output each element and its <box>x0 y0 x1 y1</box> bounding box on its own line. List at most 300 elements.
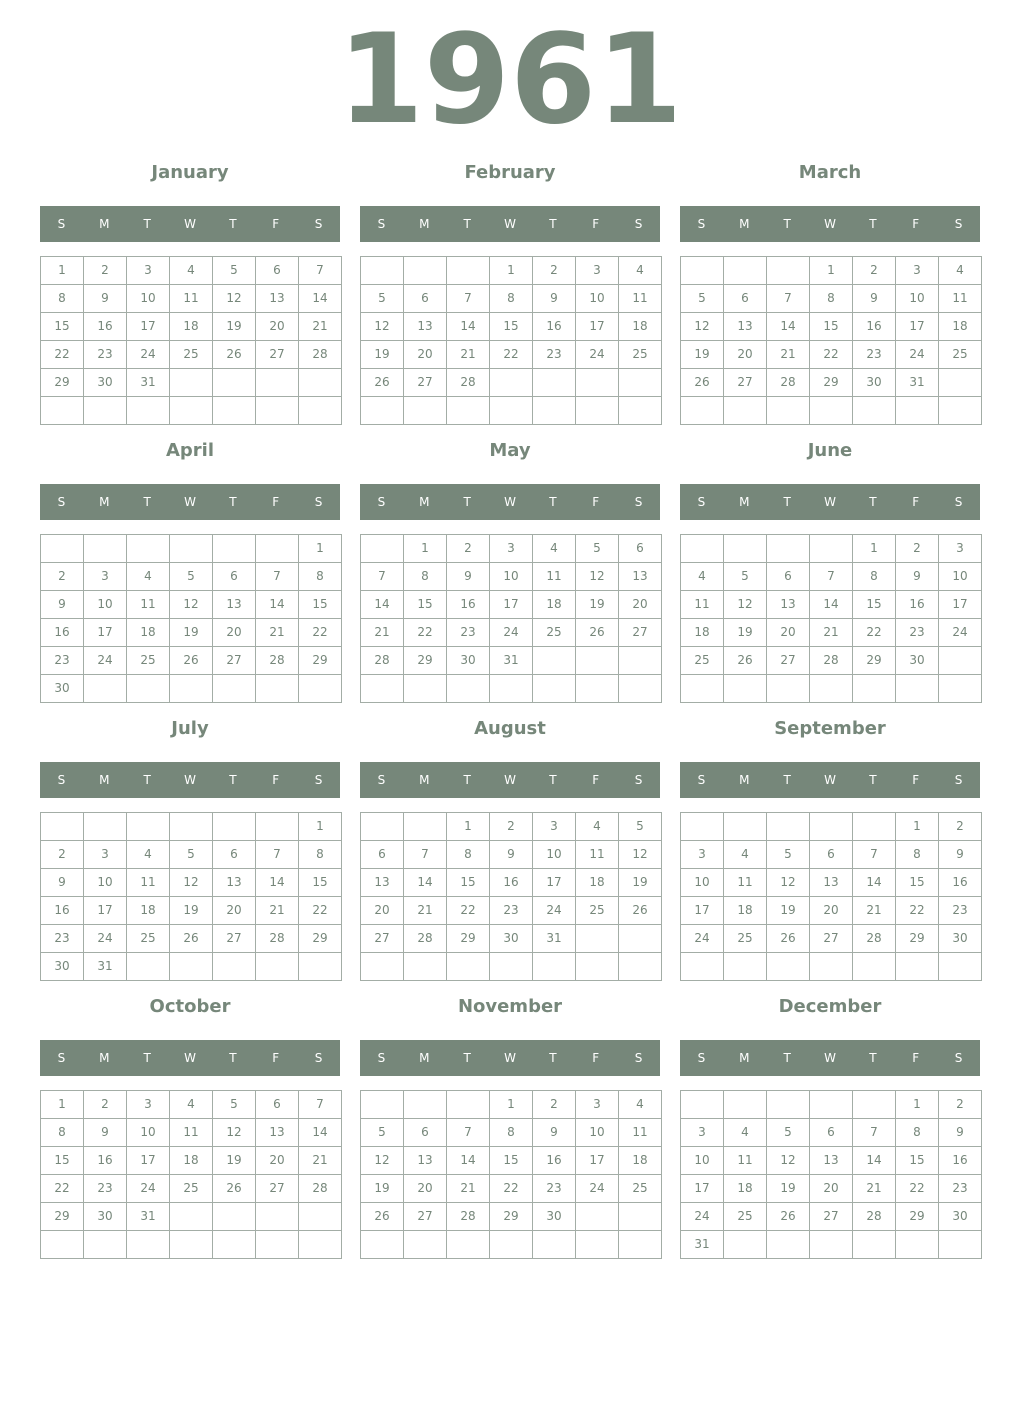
day-cell: 6 <box>213 563 256 591</box>
weekday-label: S <box>634 217 643 231</box>
weekday-label: S <box>57 217 66 231</box>
day-cell: 1 <box>490 1091 533 1119</box>
day-cell: 1 <box>299 813 342 841</box>
day-cell: 26 <box>767 925 810 953</box>
weekday-label: M <box>99 1051 110 1065</box>
empty-day-cell <box>490 953 533 981</box>
weekday-label: T <box>549 495 557 509</box>
day-cell: 10 <box>576 1119 619 1147</box>
weekday-label: T <box>869 495 877 509</box>
weekday-label: S <box>954 773 963 787</box>
day-cell: 27 <box>767 647 810 675</box>
day-cell: 21 <box>361 619 404 647</box>
weekday-header <box>360 484 660 520</box>
day-cell: 5 <box>170 841 213 869</box>
day-cell: 27 <box>256 341 299 369</box>
weekday-label: T <box>869 1051 877 1065</box>
day-cell: 17 <box>84 619 127 647</box>
day-cell: 13 <box>810 869 853 897</box>
weekday-label: S <box>314 1051 323 1065</box>
day-cell: 19 <box>170 619 213 647</box>
empty-day-cell <box>853 675 896 703</box>
day-cell: 30 <box>939 1203 982 1231</box>
empty-day-cell <box>213 1203 256 1231</box>
day-cell: 26 <box>170 925 213 953</box>
day-cell: 9 <box>447 563 490 591</box>
month-title: January <box>151 162 229 183</box>
day-cell: 23 <box>84 341 127 369</box>
empty-day-cell <box>213 953 256 981</box>
day-cell: 9 <box>533 1119 576 1147</box>
day-cell: 9 <box>490 841 533 869</box>
day-cell: 2 <box>41 563 84 591</box>
month-title: September <box>774 718 886 739</box>
day-cell: 2 <box>896 535 939 563</box>
empty-day-cell <box>299 1231 342 1259</box>
day-cell: 27 <box>404 369 447 397</box>
day-cell: 23 <box>533 1175 576 1203</box>
day-cell: 2 <box>939 1091 982 1119</box>
day-cell: 13 <box>724 313 767 341</box>
weekday-label: S <box>634 495 643 509</box>
day-cell: 10 <box>127 1119 170 1147</box>
empty-day-cell <box>447 257 490 285</box>
empty-day-cell <box>619 925 662 953</box>
day-cell: 5 <box>361 1119 404 1147</box>
day-cell: 18 <box>724 897 767 925</box>
empty-day-cell <box>619 1231 662 1259</box>
weekday-label: M <box>739 1051 750 1065</box>
day-cell: 3 <box>533 813 576 841</box>
day-cell: 22 <box>404 619 447 647</box>
day-cell: 16 <box>490 869 533 897</box>
empty-day-cell <box>84 813 127 841</box>
day-cell: 14 <box>299 285 342 313</box>
weekday-label: S <box>954 1051 963 1065</box>
empty-day-cell <box>681 535 724 563</box>
weekday-label: S <box>377 495 386 509</box>
day-cell: 2 <box>490 813 533 841</box>
day-cell: 7 <box>810 563 853 591</box>
day-cell: 24 <box>84 925 127 953</box>
day-grid <box>360 1090 662 1259</box>
day-cell: 8 <box>447 841 490 869</box>
day-cell: 13 <box>213 591 256 619</box>
day-cell: 30 <box>447 647 490 675</box>
day-cell: 11 <box>619 285 662 313</box>
weekday-label: M <box>419 495 430 509</box>
empty-day-cell <box>404 1091 447 1119</box>
day-cell: 30 <box>41 675 84 703</box>
day-cell: 2 <box>853 257 896 285</box>
day-cell: 14 <box>810 591 853 619</box>
day-cell: 2 <box>533 1091 576 1119</box>
empty-day-cell <box>447 1231 490 1259</box>
day-cell: 19 <box>361 341 404 369</box>
day-cell: 22 <box>896 1175 939 1203</box>
day-cell: 12 <box>170 869 213 897</box>
day-cell: 5 <box>361 285 404 313</box>
day-cell: 14 <box>447 313 490 341</box>
day-cell: 6 <box>256 257 299 285</box>
day-cell: 14 <box>361 591 404 619</box>
day-cell: 28 <box>447 1203 490 1231</box>
weekday-label: T <box>229 1051 237 1065</box>
day-cell: 27 <box>810 925 853 953</box>
weekday-label: S <box>314 495 323 509</box>
day-cell: 18 <box>170 313 213 341</box>
day-cell: 25 <box>170 341 213 369</box>
day-cell: 1 <box>896 1091 939 1119</box>
empty-day-cell <box>127 397 170 425</box>
day-cell: 12 <box>767 869 810 897</box>
weekday-label: F <box>912 1051 920 1065</box>
day-cell: 30 <box>939 925 982 953</box>
empty-day-cell <box>767 1231 810 1259</box>
day-cell: 14 <box>256 591 299 619</box>
day-cell: 23 <box>896 619 939 647</box>
day-cell: 19 <box>767 897 810 925</box>
day-cell: 26 <box>361 1203 404 1231</box>
empty-day-cell <box>490 1231 533 1259</box>
month-title: March <box>798 162 862 183</box>
weekday-label: T <box>463 1051 471 1065</box>
day-cell: 21 <box>299 313 342 341</box>
day-cell: 16 <box>853 313 896 341</box>
empty-day-cell <box>681 397 724 425</box>
day-cell: 9 <box>939 841 982 869</box>
day-cell: 4 <box>127 563 170 591</box>
day-cell: 12 <box>361 1147 404 1175</box>
weekday-label: M <box>419 217 430 231</box>
day-grid <box>680 256 982 425</box>
empty-day-cell <box>170 1231 213 1259</box>
day-cell: 3 <box>490 535 533 563</box>
day-cell: 30 <box>84 369 127 397</box>
empty-day-cell <box>896 953 939 981</box>
day-cell: 2 <box>533 257 576 285</box>
day-cell: 28 <box>299 341 342 369</box>
empty-day-cell <box>447 675 490 703</box>
day-cell: 4 <box>619 1091 662 1119</box>
day-cell: 25 <box>724 925 767 953</box>
day-cell: 8 <box>41 1119 84 1147</box>
day-cell: 16 <box>447 591 490 619</box>
day-cell: 6 <box>810 1119 853 1147</box>
day-cell: 26 <box>724 647 767 675</box>
day-cell: 19 <box>576 591 619 619</box>
day-cell: 5 <box>767 1119 810 1147</box>
day-cell: 7 <box>853 1119 896 1147</box>
day-cell: 31 <box>490 647 533 675</box>
day-cell: 7 <box>299 257 342 285</box>
day-cell: 7 <box>299 1091 342 1119</box>
day-cell: 7 <box>853 841 896 869</box>
day-cell: 15 <box>490 313 533 341</box>
day-cell: 15 <box>41 313 84 341</box>
empty-day-cell <box>490 369 533 397</box>
month-title: December <box>778 996 882 1017</box>
day-cell: 11 <box>127 591 170 619</box>
empty-day-cell <box>299 369 342 397</box>
empty-day-cell <box>533 675 576 703</box>
day-cell: 24 <box>681 1203 724 1231</box>
day-cell: 24 <box>576 341 619 369</box>
empty-day-cell <box>213 813 256 841</box>
day-cell: 5 <box>213 257 256 285</box>
day-cell: 10 <box>84 591 127 619</box>
empty-day-cell <box>767 535 810 563</box>
weekday-label: T <box>229 495 237 509</box>
day-cell: 20 <box>619 591 662 619</box>
day-grid <box>360 256 662 425</box>
weekday-label: M <box>739 495 750 509</box>
day-cell: 9 <box>84 285 127 313</box>
day-cell: 15 <box>299 869 342 897</box>
day-cell: 11 <box>533 563 576 591</box>
empty-day-cell <box>724 535 767 563</box>
empty-day-cell <box>84 675 127 703</box>
day-cell: 13 <box>213 869 256 897</box>
empty-day-cell <box>361 1231 404 1259</box>
weekday-label: T <box>783 1051 791 1065</box>
day-cell: 26 <box>213 341 256 369</box>
empty-day-cell <box>213 535 256 563</box>
weekday-label: F <box>912 495 920 509</box>
day-cell: 27 <box>213 647 256 675</box>
day-cell: 21 <box>404 897 447 925</box>
weekday-label: T <box>229 773 237 787</box>
empty-day-cell <box>299 953 342 981</box>
day-cell: 11 <box>127 869 170 897</box>
weekday-label: F <box>912 773 920 787</box>
day-grid <box>360 534 662 703</box>
day-cell: 8 <box>299 841 342 869</box>
day-cell: 8 <box>404 563 447 591</box>
day-cell: 12 <box>170 591 213 619</box>
empty-day-cell <box>299 397 342 425</box>
day-cell: 14 <box>299 1119 342 1147</box>
day-cell: 6 <box>404 1119 447 1147</box>
day-cell: 22 <box>299 897 342 925</box>
day-cell: 8 <box>299 563 342 591</box>
day-cell: 10 <box>127 285 170 313</box>
day-cell: 17 <box>896 313 939 341</box>
day-cell: 22 <box>490 341 533 369</box>
day-cell: 24 <box>84 647 127 675</box>
weekday-label: F <box>592 217 600 231</box>
day-cell: 17 <box>127 313 170 341</box>
day-cell: 18 <box>533 591 576 619</box>
day-cell: 17 <box>84 897 127 925</box>
day-cell: 20 <box>213 619 256 647</box>
empty-day-cell <box>724 675 767 703</box>
day-cell: 24 <box>127 341 170 369</box>
day-cell: 17 <box>490 591 533 619</box>
empty-day-cell <box>490 397 533 425</box>
weekday-header <box>680 206 980 242</box>
day-cell: 1 <box>299 535 342 563</box>
day-cell: 10 <box>576 285 619 313</box>
day-cell: 14 <box>404 869 447 897</box>
day-cell: 14 <box>853 1147 896 1175</box>
day-grid <box>680 1090 982 1259</box>
day-cell: 16 <box>533 1147 576 1175</box>
day-cell: 10 <box>939 563 982 591</box>
day-cell: 3 <box>576 1091 619 1119</box>
day-cell: 31 <box>681 1231 724 1259</box>
weekday-header <box>40 1040 340 1076</box>
day-cell: 15 <box>299 591 342 619</box>
day-cell: 26 <box>767 1203 810 1231</box>
day-cell: 28 <box>810 647 853 675</box>
weekday-header <box>40 762 340 798</box>
empty-day-cell <box>767 1091 810 1119</box>
month-title: May <box>489 440 531 461</box>
empty-day-cell <box>361 535 404 563</box>
day-cell: 12 <box>767 1147 810 1175</box>
empty-day-cell <box>256 1231 299 1259</box>
day-cell: 29 <box>490 1203 533 1231</box>
day-cell: 17 <box>939 591 982 619</box>
empty-day-cell <box>810 813 853 841</box>
day-cell: 3 <box>84 563 127 591</box>
weekday-label: S <box>314 773 323 787</box>
empty-day-cell <box>533 647 576 675</box>
day-cell: 31 <box>127 369 170 397</box>
day-cell: 12 <box>681 313 724 341</box>
empty-day-cell <box>447 1091 490 1119</box>
empty-day-cell <box>361 953 404 981</box>
day-cell: 22 <box>896 897 939 925</box>
day-cell: 21 <box>810 619 853 647</box>
day-cell: 29 <box>853 647 896 675</box>
empty-day-cell <box>681 953 724 981</box>
day-cell: 6 <box>767 563 810 591</box>
day-cell: 11 <box>576 841 619 869</box>
day-cell: 30 <box>853 369 896 397</box>
weekday-label: W <box>184 1051 196 1065</box>
empty-day-cell <box>810 675 853 703</box>
day-cell: 27 <box>724 369 767 397</box>
empty-day-cell <box>619 953 662 981</box>
day-cell: 8 <box>41 285 84 313</box>
day-grid <box>680 812 982 981</box>
day-cell: 22 <box>41 341 84 369</box>
weekday-label: W <box>824 217 836 231</box>
month-title: August <box>474 718 546 739</box>
weekday-header <box>680 1040 980 1076</box>
weekday-label: S <box>697 217 706 231</box>
weekday-label: W <box>504 1051 516 1065</box>
day-cell: 12 <box>724 591 767 619</box>
weekday-label: S <box>697 1051 706 1065</box>
day-cell: 2 <box>447 535 490 563</box>
day-cell: 29 <box>41 1203 84 1231</box>
weekday-label: T <box>869 773 877 787</box>
day-cell: 21 <box>447 1175 490 1203</box>
day-cell: 9 <box>84 1119 127 1147</box>
day-cell: 22 <box>41 1175 84 1203</box>
weekday-label: T <box>463 217 471 231</box>
day-cell: 16 <box>41 897 84 925</box>
day-cell: 30 <box>533 1203 576 1231</box>
empty-day-cell <box>853 1091 896 1119</box>
day-cell: 3 <box>127 257 170 285</box>
day-cell: 11 <box>939 285 982 313</box>
day-cell: 17 <box>127 1147 170 1175</box>
day-cell: 19 <box>170 897 213 925</box>
empty-day-cell <box>896 1231 939 1259</box>
day-cell: 7 <box>767 285 810 313</box>
empty-day-cell <box>767 257 810 285</box>
day-cell: 2 <box>84 1091 127 1119</box>
weekday-label: S <box>634 773 643 787</box>
empty-day-cell <box>853 813 896 841</box>
day-cell: 2 <box>939 813 982 841</box>
weekday-label: S <box>697 495 706 509</box>
weekday-label: M <box>99 495 110 509</box>
day-cell: 9 <box>939 1119 982 1147</box>
empty-day-cell <box>404 813 447 841</box>
day-cell: 10 <box>533 841 576 869</box>
day-cell: 12 <box>576 563 619 591</box>
day-cell: 6 <box>213 841 256 869</box>
day-cell: 13 <box>810 1147 853 1175</box>
day-cell: 21 <box>447 341 490 369</box>
empty-day-cell <box>576 369 619 397</box>
day-cell: 4 <box>724 1119 767 1147</box>
day-grid <box>680 534 982 703</box>
day-cell: 4 <box>681 563 724 591</box>
day-cell: 17 <box>681 897 724 925</box>
day-cell: 2 <box>84 257 127 285</box>
empty-day-cell <box>939 647 982 675</box>
day-cell: 16 <box>939 869 982 897</box>
year-title: 1961 <box>337 8 683 152</box>
day-cell: 8 <box>490 285 533 313</box>
empty-day-cell <box>170 675 213 703</box>
day-cell: 3 <box>939 535 982 563</box>
weekday-label: M <box>99 773 110 787</box>
empty-day-cell <box>619 397 662 425</box>
day-cell: 3 <box>576 257 619 285</box>
empty-day-cell <box>619 1203 662 1231</box>
day-cell: 11 <box>724 1147 767 1175</box>
day-grid <box>40 534 342 703</box>
day-cell: 29 <box>810 369 853 397</box>
weekday-label: M <box>419 1051 430 1065</box>
day-cell: 11 <box>170 285 213 313</box>
weekday-label: W <box>824 495 836 509</box>
day-cell: 5 <box>576 535 619 563</box>
day-cell: 27 <box>619 619 662 647</box>
weekday-label: S <box>314 217 323 231</box>
day-cell: 17 <box>533 869 576 897</box>
empty-day-cell <box>127 1231 170 1259</box>
empty-day-cell <box>724 813 767 841</box>
empty-day-cell <box>724 1091 767 1119</box>
day-cell: 8 <box>896 841 939 869</box>
day-cell: 30 <box>490 925 533 953</box>
empty-day-cell <box>299 675 342 703</box>
empty-day-cell <box>213 369 256 397</box>
empty-day-cell <box>533 953 576 981</box>
day-cell: 11 <box>681 591 724 619</box>
day-cell: 13 <box>256 285 299 313</box>
empty-day-cell <box>256 535 299 563</box>
day-cell: 12 <box>361 313 404 341</box>
